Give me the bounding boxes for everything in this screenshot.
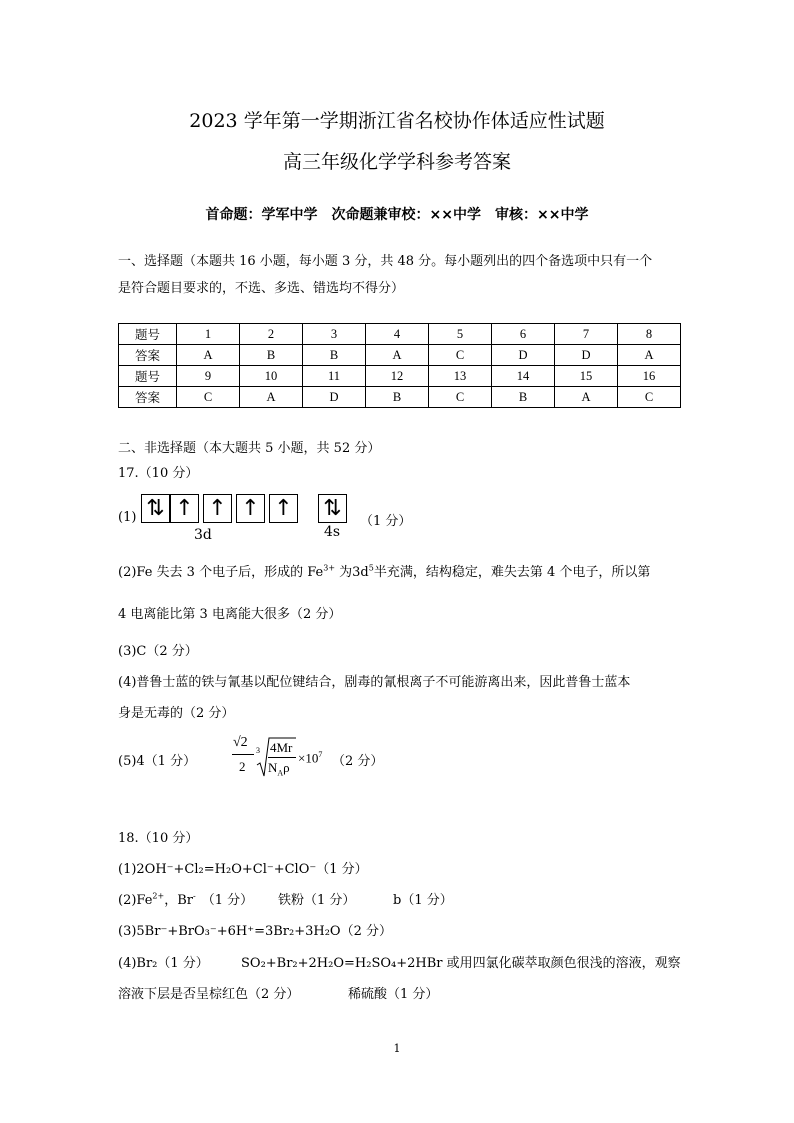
q18-part4-a: (4)Br₂（1 分） [118, 956, 209, 971]
text-span: （1 分） [201, 893, 254, 908]
table-cell: D [555, 345, 618, 366]
superscript: 7 [318, 750, 323, 759]
table-cell: B [492, 387, 555, 408]
sqrt2-numerator: √2 [233, 735, 248, 750]
row-label-answer: 答案 [119, 387, 177, 408]
orbital-3d-label: 3d [194, 527, 212, 543]
table-cell: B [240, 345, 303, 366]
row-label-question: 题号 [119, 324, 177, 345]
fraction-bar [232, 754, 254, 755]
table-row [119, 345, 681, 366]
q18-part2-iron: 铁粉（1 分） [278, 893, 356, 908]
text-span: ，Br [164, 893, 193, 908]
table-cell: C [429, 345, 492, 366]
q17-part3: (3)C（2 分） [118, 644, 198, 659]
table-cell: 2 [240, 324, 303, 345]
section1-intro-line1: 一、选择题（本题共 16 小题，每小题 3 分，共 48 分。每小题列出的四个备选项中只有一个 [118, 254, 653, 269]
table-cell: C [429, 387, 492, 408]
subscript: A [277, 768, 284, 778]
text-span: 为3d [335, 565, 369, 580]
orbital-box-4s [318, 494, 347, 523]
q18-heading: 18.（10 分） [118, 831, 199, 846]
table-row [119, 387, 681, 408]
table-cell: B [303, 345, 366, 366]
table-cell: 10 [240, 366, 303, 387]
q18-part4-line2-b: 稀硫酸（1 分） [348, 987, 439, 1002]
table-row [119, 324, 681, 345]
q18-part4-b: SO₂+Br₂+2H₂O=H₂SO₄+2HBr 或用四氯化碳萃取颜色很浅的溶液，观察 [241, 956, 681, 971]
q17-heading: 17.（10 分） [118, 466, 199, 481]
table-cell: A [618, 345, 681, 366]
document-title: 2023 学年第一学期浙江省名校协作体适应性试题 [189, 110, 605, 132]
q17-part5-score: （2 分） [332, 754, 384, 769]
author-line: 首命题：学军中学 次命题兼审校：××中学 审核：××中学 [205, 207, 589, 223]
up-arrow-icon: ↑ [175, 496, 194, 521]
sqrt2-denominator: 2 [239, 759, 246, 774]
table-cell: 8 [618, 324, 681, 345]
table-cell: A [177, 345, 240, 366]
q18-part2-b: b（1 分） [393, 893, 453, 908]
section2-intro: 二、非选择题（本大题共 5 小题，共 52 分） [118, 441, 381, 456]
table-cell: 13 [429, 366, 492, 387]
orbital-box-3d-3 [203, 494, 232, 523]
table-cell: 11 [303, 366, 366, 387]
fraction-bar [268, 757, 296, 758]
table-cell: D [303, 387, 366, 408]
table-cell: C [618, 387, 681, 408]
table-cell: A [366, 345, 429, 366]
table-cell: C [177, 387, 240, 408]
superscript: 2+ [152, 891, 165, 901]
orbital-box-3d-4 [236, 494, 265, 523]
superscript: 3+ [323, 563, 336, 573]
table-cell: 16 [618, 366, 681, 387]
table-cell: 15 [555, 366, 618, 387]
orbital-box-3d-2 [170, 494, 199, 523]
table-cell: 14 [492, 366, 555, 387]
q18-part3: (3)5Br⁻+BrO₃⁻+6H⁺=3Br₂+3H₂O（2 分） [118, 924, 392, 939]
q17-part1-score: （1 分） [360, 514, 412, 529]
page-number: 1 [393, 1042, 401, 1055]
table-cell: 5 [429, 324, 492, 345]
table-cell: 1 [177, 324, 240, 345]
text-span: (2)Fe 失去 3 个电子后，形成的 Fe [118, 565, 324, 580]
q17-part1-label: (1) [118, 510, 137, 525]
section1-intro-line2: 是符合题目要求的，不选、多选、错选均不得分） [118, 281, 405, 296]
q18-part1: (1)2OH⁻+Cl₂=H₂O+Cl⁻+ClO⁻（1 分） [118, 862, 368, 877]
text-span: 半充满，结构稳定，难失去第 4 个电子，所以第 [373, 565, 651, 580]
formula-denominator [268, 760, 290, 778]
document-subtitle: 高三年级化学学科参考答案 [282, 151, 511, 173]
up-arrow-icon: ↑ [241, 496, 260, 521]
table-cell: 9 [177, 366, 240, 387]
q18-part4-line2-a: 溶液下层是否呈棕红色（2 分） [118, 987, 300, 1002]
table-cell: 4 [366, 324, 429, 345]
text-span: (2)Fe [118, 893, 153, 908]
superscript: 5 [368, 563, 374, 573]
q17-part5-answer: (5)4（1 分） [118, 754, 197, 769]
orbital-4s-label: 4s [324, 524, 341, 540]
answer-table [118, 323, 681, 408]
up-down-arrow-icon: ⇅ [323, 496, 342, 521]
q17-part4-line2: 身是无毒的（2 分） [118, 706, 235, 721]
up-arrow-icon: ↑ [208, 496, 227, 521]
row-label-answer: 答案 [119, 345, 177, 366]
table-cell: D [492, 345, 555, 366]
table-cell: A [555, 387, 618, 408]
table-cell: 7 [555, 324, 618, 345]
superscript: - [193, 891, 196, 901]
q18-part2 [118, 889, 253, 908]
q17-part2-line2: 4 电离能比第 3 电离能大很多（2 分） [118, 607, 342, 622]
table-cell: A [240, 387, 303, 408]
orbital-box-3d-5 [269, 494, 298, 523]
formula-numerator: 4Mr [270, 740, 293, 755]
cube-root-index: 3 [256, 746, 260, 755]
text-span: ρ [283, 760, 290, 775]
text-span: ×10 [298, 750, 319, 766]
orbital-box-3d-1 [141, 494, 170, 523]
q17-part4-line1: (4)普鲁士蓝的铁与氰基以配位键结合，剧毒的氰根离子不可能游离出来，因此普鲁士蓝本 [118, 675, 631, 690]
power-of-ten [298, 750, 322, 766]
table-cell: 12 [366, 366, 429, 387]
up-arrow-icon: ↑ [274, 496, 293, 521]
table-cell: 3 [303, 324, 366, 345]
up-down-arrow-icon: ⇅ [146, 496, 165, 521]
table-row [119, 366, 681, 387]
row-label-question: 题号 [119, 366, 177, 387]
text-span: N [268, 760, 278, 775]
table-cell: B [366, 387, 429, 408]
q17-part2-line1 [118, 561, 650, 580]
table-cell: 6 [492, 324, 555, 345]
